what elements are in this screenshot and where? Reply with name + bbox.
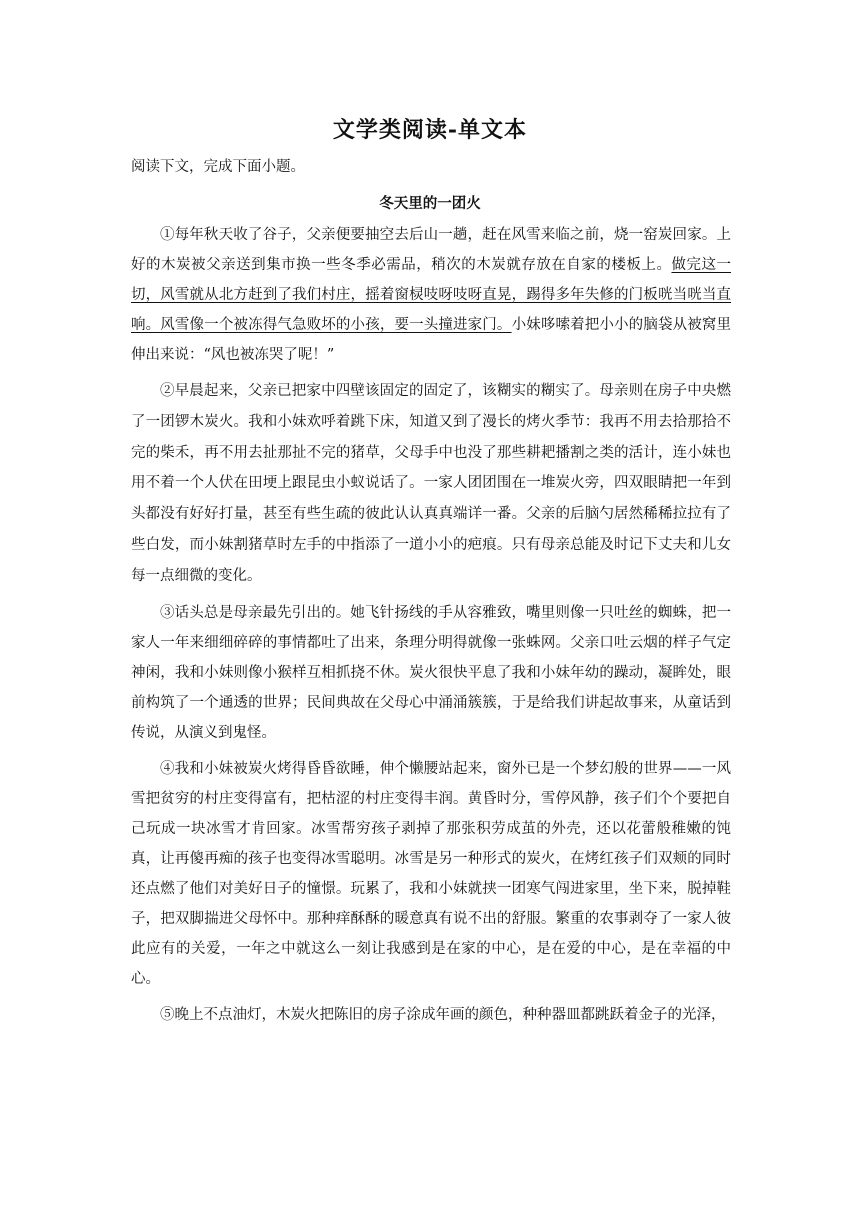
- reading-instruction: 阅读下文，完成下面小题。: [131, 159, 305, 175]
- paragraph-1-text: ①每年秋天收了谷子，父亲便要抽空去后山一趟，赶在风雪来临之前，烧一窑炭回家。上好的木炭被父亲送到集市换一些冬季必需品，稍次的木炭就存放在自家的楼板上。: [131, 227, 731, 273]
- paragraph-2: ②早晨起来，父亲已把家中四壁该固定的固定了，该糊实的糊实了。母亲则在房子中央燃了一团锣木炭火。我和小妹欢呼着跳下床，知道又到了漫长的烤火季节：我再不用去拾那拾不完的柴禾，再不用去扯那扯不完的猪草，父母手中也没了那些耕耙播割之类的活计，连小妹也用不着一个人伏在田埂上跟昆虫小蚁说话了。一家人团团围在一堆炭火旁，四双眼睛把一年到头都没有好好打量，甚至有些生疏的彼此认认真真端详一番。父亲的后脑勺居然稀稀拉拉有了些白发，而小妹割猪草时左手的中指添了一道小小的疤痕。只有母亲总能及时记下丈夫和儿女每一点细微的变化。: [131, 383, 731, 584]
- document-title: 文学类阅读-单文本: [332, 117, 528, 143]
- paragraph-4: ④我和小妹被炭火烤得昏昏欲睡，伸个懒腰站起来，窗外已是一个梦幻般的世界——一风雪把贫穷的村庄变得富有，把枯涩的村庄变得丰润。黄昏时分，雪停风静，孩子们个个要把自己玩成一块冰雪才肯回家。冰雪帮穷孩子剥掉了那张积劳成茧的外壳，还以花蕾般稚嫩的饨真，让再傻再痴的孩子也变得冰雪聪明。冰雪是另一种形式的炭火，在烤红孩子们双颊的同时还点燃了他们对美好日子的憧憬。玩累了，我和小妹就挟一团寒气闯进家里，坐下来，脱掉鞋子，把双脚揣进父母怀中。那种痒酥酥的暖意真有说不出的舒服。繁重的农事剥夺了一家人彼此应有的关爱，一年之中就这么一刻让我感到是在家的中心，是在爱的中心，是在幸福的中心。: [131, 760, 731, 987]
- paragraph-3: ③话头总是母亲最先引出的。她飞针扬线的手从容雅致，嘴里则像一只吐丝的蜘蛛，把一家人一年来细细碎碎的事情都吐了出来，条理分明得就像一张蛛网。父亲口吐云烟的样子气定神闲，我和小妹则像小猴样互相抓挠不休。炭火很快平息了我和小妹年幼的躁动，凝眸处，眼前构筑了一个通透的世界；民间典故在父母心中涌涌簇簇，于是给我们讲起故事来，从童话到传说，从演义到鬼怪。: [131, 604, 731, 741]
- underlined-passage: 做完这一切，风雪就从北方赶到了我们村庄，摇着窗棂吱呀吱呀直晃，踢得多年失修的门板咣当咣当直响。风雪像一个被冻得气急败坏的小孩，要一头撞进家门。: [131, 257, 732, 333]
- essay-body: [131, 220, 731, 1030]
- essay-title: 冬天里的一团火: [379, 195, 481, 212]
- paragraph-1-ending: 小妹哆嗦着把小小的脑袋从被窝里伸出来说：“风也被冻哭了呢！”: [131, 317, 732, 363]
- paragraph-5: ⑤晚上不点油灯，木炭火把陈旧的房子涂成年画的颜色，种种器皿都跳跃着金子的光泽，: [160, 1006, 726, 1023]
- paragraph-1: [131, 220, 731, 370]
